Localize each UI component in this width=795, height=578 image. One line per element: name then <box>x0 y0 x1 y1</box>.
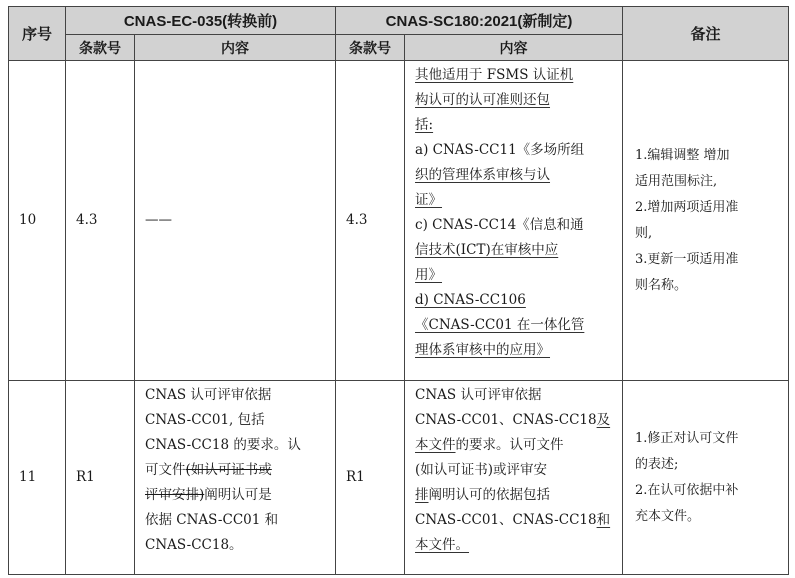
content-line: 依据 CNAS-CC01 和 <box>145 512 279 528</box>
remarks-cell <box>623 61 789 381</box>
remark-line: 1.修正对认可文件 <box>635 430 739 446</box>
content-line: CNAS 认可评审依据 <box>415 387 542 403</box>
content-line: CNAS-CC01, 包括 <box>145 412 265 428</box>
content-line: d) CNAS-CC106 <box>415 292 526 308</box>
old-clause-cell: R1 <box>66 381 135 575</box>
content-fragment: 阐明认可的依据包括 <box>428 487 551 503</box>
deleted-text: (如认可证书或 <box>185 462 272 478</box>
content-line: CNAS 认可评审依据 <box>145 387 272 403</box>
new-clause-cell: 4.3 <box>336 61 405 381</box>
table-row <box>9 61 789 381</box>
row-seq: 11 <box>9 381 66 575</box>
comparison-table <box>8 6 789 575</box>
content-fragment: 阐明认可是 <box>204 487 272 503</box>
content-fragment: CNAS-CC01、CNAS-CC18 <box>415 412 597 428</box>
content-line: 用》 <box>415 267 443 283</box>
content-line: CNAS-CC18。 <box>145 537 243 553</box>
old-content-cell: —— <box>135 61 336 381</box>
new-content-cell <box>405 381 623 575</box>
header-new-standard: CNAS-SC180:2021(新制定) <box>336 7 623 35</box>
inserted-text: 及 <box>596 412 611 428</box>
deleted-text: 评审安排) <box>145 487 205 503</box>
content-line <box>415 433 614 458</box>
content-fragment: 可文件 <box>145 462 186 478</box>
header-old-content: 内容 <box>135 35 336 61</box>
header-old-clause-no: 条款号 <box>66 35 135 61</box>
content-line: 构认可的认可准则还包 <box>415 92 551 108</box>
header-new-content: 内容 <box>405 35 623 61</box>
content-line: 信技术(ICT)在审核中应 <box>415 242 559 258</box>
remark-line: 2.在认可依据中补 <box>635 482 739 498</box>
content-line: 理体系审核中的应用》 <box>415 342 551 358</box>
content-line: a) CNAS-CC11《多场所组 <box>415 142 585 158</box>
content-line: 其他适用于 FSMS 认证机 <box>415 67 574 83</box>
remark-line: 1.编辑调整 增加 <box>635 147 730 163</box>
table-row <box>9 381 789 575</box>
new-content-cell <box>405 61 623 381</box>
header-remarks: 备注 <box>623 7 789 61</box>
remark-line: 适用范围标注, <box>635 173 718 189</box>
row-seq: 10 <box>9 61 66 381</box>
content-line <box>415 408 614 433</box>
header-new-clause-no: 条款号 <box>336 35 405 61</box>
header-old-standard: CNAS-EC-035(转换前) <box>66 7 336 35</box>
remark-line: 充本文件。 <box>635 508 701 524</box>
content-line: 括: <box>415 117 434 133</box>
content-line: (如认可证书)或评审安 <box>415 462 548 478</box>
new-clause-cell: R1 <box>336 381 405 575</box>
content-line <box>145 483 327 508</box>
header-seq: 序号 <box>9 7 66 61</box>
old-content-cell <box>135 381 336 575</box>
remark-line: 3.更新一项适用准 <box>635 251 739 267</box>
content-fragment: 的要求。认可文件 <box>455 437 564 453</box>
inserted-text: 本文件 <box>415 437 456 453</box>
content-line <box>415 483 614 508</box>
remark-line: 则, <box>635 225 653 241</box>
content-line: c) CNAS-CC14《信息和通 <box>415 217 584 233</box>
old-clause-cell: 4.3 <box>66 61 135 381</box>
remark-line: 则名称。 <box>635 277 688 293</box>
remark-line: 的表述; <box>635 456 679 472</box>
inserted-text: 和 <box>596 512 611 528</box>
remarks-cell <box>623 381 789 575</box>
content-line: 《CNAS-CC01 在一体化管 <box>415 317 585 333</box>
remark-line: 2.增加两项适用准 <box>635 199 739 215</box>
inserted-text: 排 <box>415 487 429 503</box>
content-fragment: CNAS-CC01、CNAS-CC18 <box>415 512 597 528</box>
content-line: 织的管理体系审核与认 <box>415 167 551 183</box>
content-line: 本文件。 <box>415 537 470 553</box>
content-line: CNAS-CC18 的要求。认 <box>145 437 301 453</box>
content-line <box>415 508 614 533</box>
content-line: 证》 <box>415 192 443 208</box>
content-line <box>145 458 327 483</box>
